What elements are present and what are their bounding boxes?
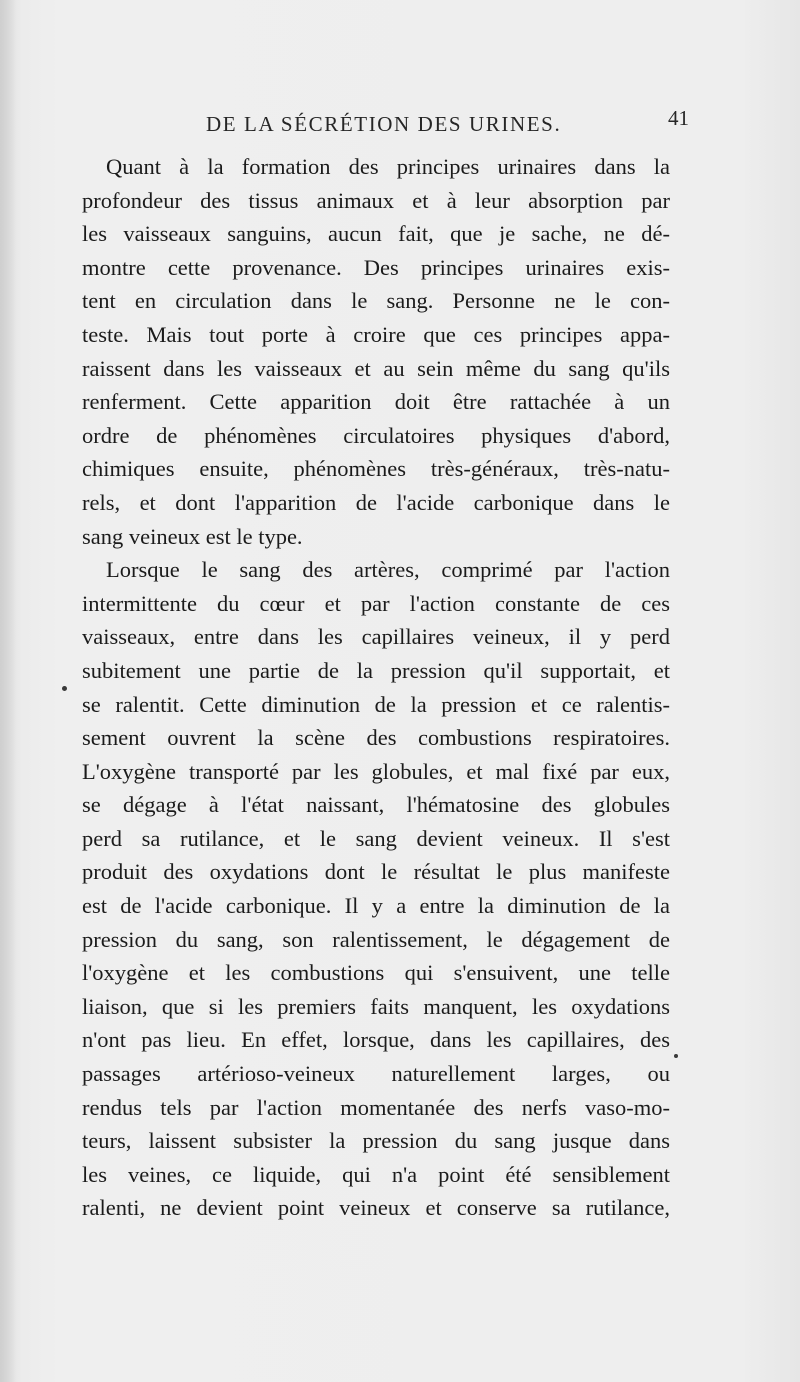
text-line: les veines, ce liquide, qui n'a point été sensiblement (82, 1161, 670, 1187)
page-number: 41 (668, 106, 689, 130)
body-text (82, 150, 670, 1225)
text-line: Quant à la formation des principes urinaires dans la (106, 154, 670, 179)
text-line: tent en circulation dans le sang. Personne ne le con- (82, 288, 670, 314)
text-line: chimiques ensuite, phénomènes très-généraux, très-natu- (82, 456, 670, 482)
text-line: renferment. Cette apparition doit être rattachée à un (82, 389, 670, 415)
ink-speck (674, 1054, 678, 1058)
text-line: pression du sang, son ralentissement, le dégagement de (82, 926, 670, 952)
text-line: n'ont pas lieu. En effet, lorsque, dans les capillaires, des (82, 1027, 670, 1053)
text-line: raissent dans les vaisseaux et au sein même du sang qu'ils (82, 355, 670, 381)
gutter-shadow (0, 0, 16, 1382)
text-line: se ralentit. Cette diminution de la pression et ce ralentis- (82, 691, 670, 717)
text-line: est de l'acide carbonique. Il y a entre la diminution de la (82, 893, 670, 919)
text-line: teste. Mais tout porte à croire que ces principes appa- (82, 321, 670, 347)
ink-speck (62, 686, 67, 691)
text-line: liaison, que si les premiers faits manquent, les oxydations (82, 993, 670, 1019)
text-line: se dégage à l'état naissant, l'hématosine des globules (82, 792, 670, 818)
page-header (0, 106, 800, 142)
text-line: vaisseaux, entre dans les capillaires veineux, il y perd (82, 624, 670, 650)
text-line: sement ouvrent la scène des combustions respiratoires. (82, 725, 670, 751)
text-line: passages artérioso-veineux naturellement larges, ou (82, 1061, 670, 1087)
text-line: profondeur des tissus animaux et à leur absorption par (82, 187, 670, 213)
text-line: l'oxygène et les combustions qui s'ensuivent, une telle (82, 960, 670, 986)
text-line: ordre de phénomènes circulatoires physiques d'abord, (82, 422, 670, 448)
text-line: les vaisseaux sanguins, aucun fait, que je sache, ne dé- (82, 221, 670, 247)
text-line: L'oxygène transporté par les globules, et mal fixé par eux, (82, 758, 670, 784)
running-head: DE LA SÉCRÉTION DES URINES. (206, 112, 562, 136)
text-line: ralenti, ne devient point veineux et conserve sa rutilance, (82, 1195, 670, 1221)
text-line: sang veineux est le type. (82, 523, 303, 549)
text-line: rendus tels par l'action momentanée des nerfs vaso-mo- (82, 1094, 670, 1120)
text-line: perd sa rutilance, et le sang devient veineux. Il s'est (82, 825, 670, 851)
text-line: Lorsque le sang des artères, comprimé par l'action (106, 557, 670, 583)
text-line: produit des oxydations dont le résultat le plus manifeste (82, 859, 670, 885)
text-line: rels, et dont l'apparition de l'acide carbonique dans le (82, 489, 670, 515)
text-line: intermittente du cœur et par l'action constante de ces (82, 590, 670, 616)
text-line: teurs, laissent subsister la pression du sang jusque dans (82, 1128, 670, 1154)
text-line: subitement une partie de la pression qu'il supportait, et (82, 657, 670, 683)
text-line: montre cette provenance. Des principes urinaires exis- (82, 254, 670, 280)
